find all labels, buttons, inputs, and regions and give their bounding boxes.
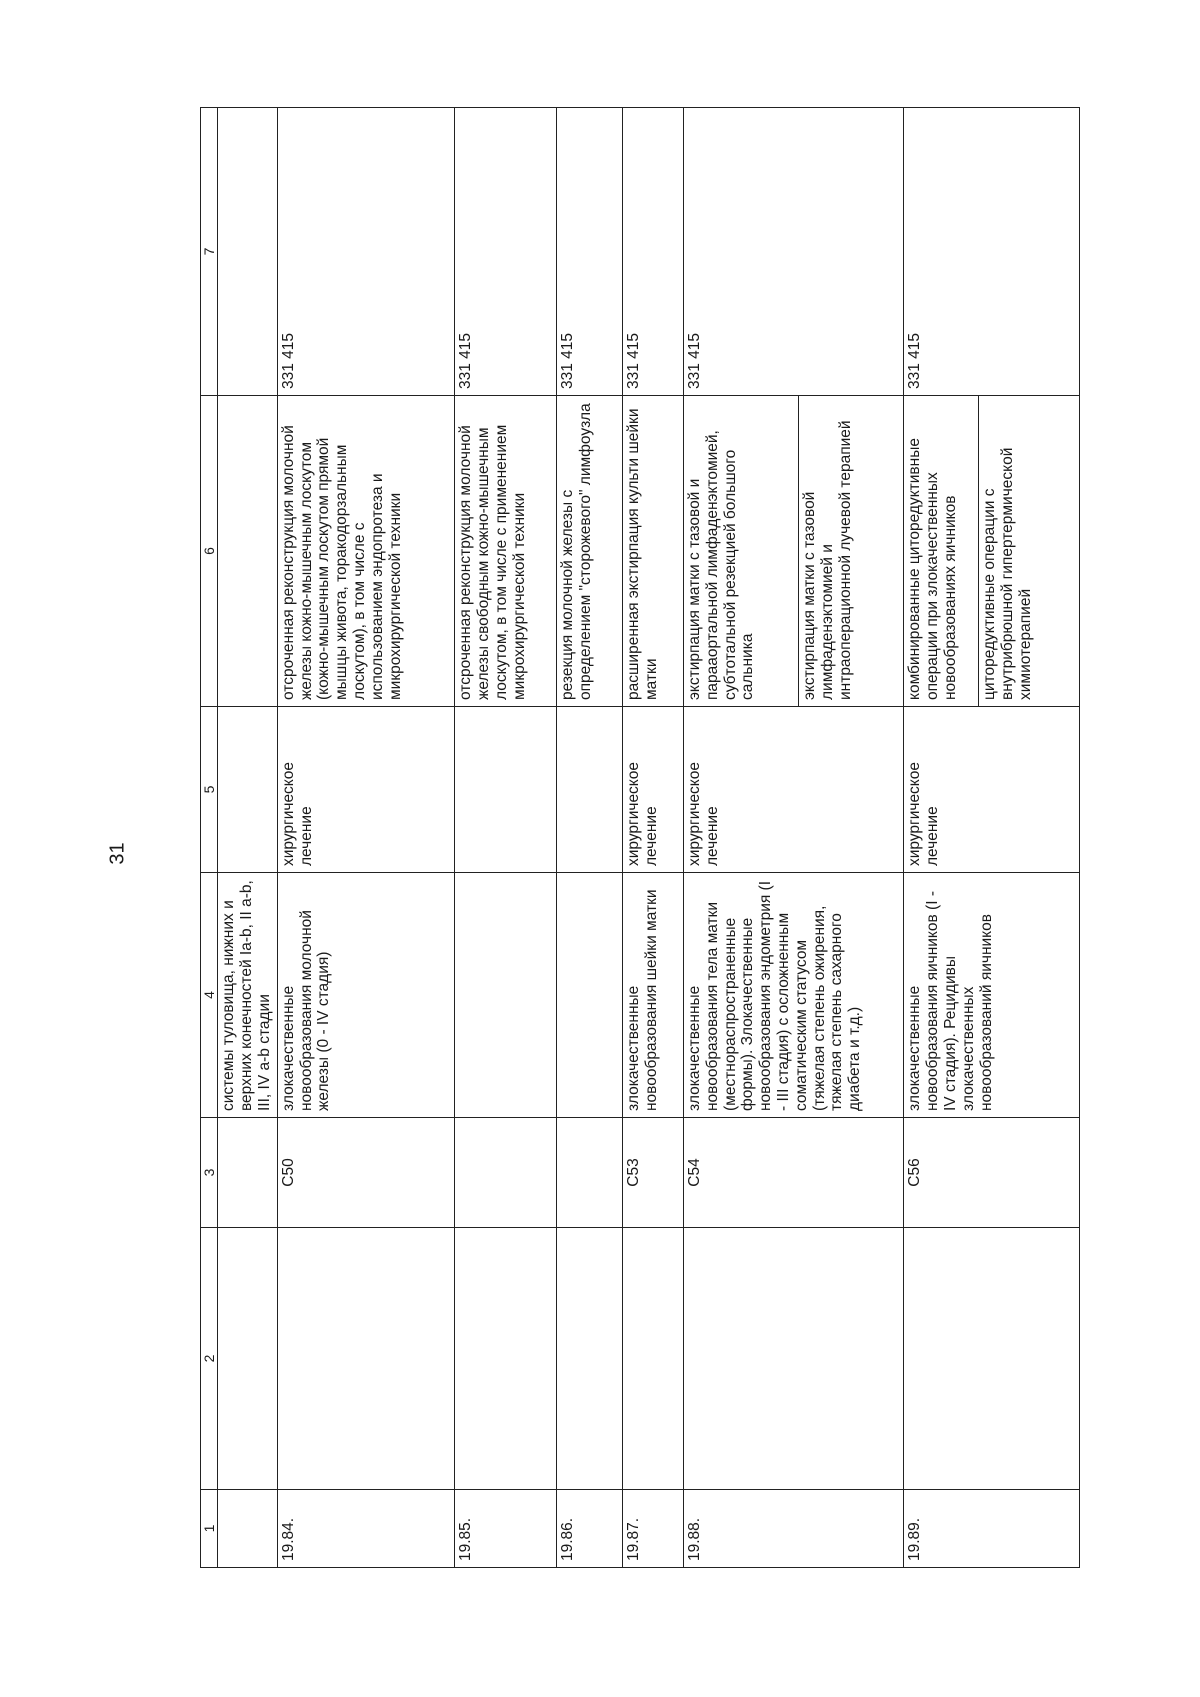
treatment-type: хирургическое лечение bbox=[277, 707, 455, 873]
diagnosis-cell: злокачественные новообразования молочной железы (0 - IV стадия) bbox=[277, 873, 455, 1118]
row-number: 19.89. bbox=[904, 1490, 1080, 1568]
diagnosis-cell: злокачественные новообразования яичников (I - IV стадия). Рецидивы злокачественных новообразований яичников bbox=[904, 873, 1080, 1118]
treatment-method: отсроченная реконструкция молочной железы свободным кожно-мышечным лоскутом, в том числе с применением микрохирургической техники bbox=[455, 396, 557, 707]
treatment-method: расширенная экстирпация культи шейки матки bbox=[622, 396, 683, 707]
icd-code bbox=[557, 1118, 622, 1228]
row-number: 19.86. bbox=[557, 1490, 622, 1568]
diagnosis-cell bbox=[455, 873, 557, 1118]
icd-code: C50 bbox=[277, 1118, 455, 1228]
price-cell: 331 415 bbox=[455, 108, 557, 396]
icd-code: C53 bbox=[622, 1118, 683, 1228]
header-col-4: 4 bbox=[201, 873, 218, 1118]
diagnosis-cell: злокачественные новообразования тела матки (местнораспространенные формы). Злокачественные новообразования эндометрия (I - III стадия) с осложненным соматическим статусом (тяжелая степень ожирения, тяжелая степень сахарного диабета и т.д.) bbox=[683, 873, 903, 1118]
header-col-5: 5 bbox=[201, 707, 218, 873]
header-col-1: 1 bbox=[201, 1490, 218, 1568]
row-number: 19.84. bbox=[277, 1490, 455, 1568]
table-row bbox=[622, 108, 683, 1568]
medical-care-table bbox=[200, 107, 1080, 1568]
diagnosis-cell bbox=[557, 873, 622, 1118]
table-wrapper bbox=[200, 108, 1080, 1568]
icd-code: C56 bbox=[904, 1118, 1080, 1228]
diagnosis-cell: злокачественные новообразования шейки матки bbox=[622, 873, 683, 1118]
treatment-method: комбинированные циторедуктивные операции при злокачественных новообразованиях яичников bbox=[904, 396, 979, 706]
treatment-type bbox=[455, 707, 557, 873]
treatment-type: хирургическое лечение bbox=[904, 707, 1080, 873]
table-row-continuation bbox=[218, 108, 278, 1568]
table-row bbox=[904, 108, 1080, 1568]
treatment-methods bbox=[683, 396, 903, 707]
price-cell: 331 415 bbox=[622, 108, 683, 396]
price-cell: 331 415 bbox=[557, 108, 622, 396]
table-row bbox=[455, 108, 557, 1568]
icd-code: C54 bbox=[683, 1118, 903, 1228]
row-number: 19.88. bbox=[683, 1490, 903, 1568]
table-row bbox=[683, 108, 903, 1568]
row-number: 19.85. bbox=[455, 1490, 557, 1568]
treatment-type bbox=[557, 707, 622, 873]
row-number: 19.87. bbox=[622, 1490, 683, 1568]
treatment-type: хирургическое лечение bbox=[683, 707, 903, 873]
price-cell: 331 415 bbox=[683, 108, 903, 396]
table-row bbox=[557, 108, 622, 1568]
header-col-7: 7 bbox=[201, 108, 218, 396]
price-cell: 331 415 bbox=[277, 108, 455, 396]
treatment-method: экстирпация матки с тазовой и парааортальной лимфаденэктомией, субтотальной резекцией большого сальника bbox=[684, 396, 799, 706]
treatment-method: резекция молочной железы с определением "сторожевого" лимфоузла bbox=[557, 396, 622, 707]
continuation-diagnosis: системы туловища, нижних и верхних конечностей Ia-b, II a-b, III, IV a-b стадии bbox=[218, 873, 278, 1118]
table-row bbox=[277, 108, 455, 1568]
icd-code bbox=[455, 1118, 557, 1228]
header-row bbox=[201, 108, 218, 1568]
header-col-2: 2 bbox=[201, 1228, 218, 1490]
header-col-3: 3 bbox=[201, 1118, 218, 1228]
treatment-method: циторедуктивные операции с внутрибрюшной гипертермической химиотерапией bbox=[981, 447, 1035, 700]
page-number: 31 bbox=[106, 842, 129, 865]
price-cell: 331 415 bbox=[904, 108, 1080, 396]
treatment-type: хирургическое лечение bbox=[622, 707, 683, 873]
treatment-methods bbox=[904, 396, 1080, 707]
treatment-method: отсроченная реконструкция молочной железы кожно-мышечным лоскутом (кожно-мышечным лоскутом прямой мышцы живота, торакодорзальным лоскутом), в том числе с использованием эндопротеза и микрохирургической техники bbox=[277, 396, 455, 707]
header-col-6: 6 bbox=[201, 396, 218, 707]
treatment-method: экстирпация матки с тазовой лимфаденэктомией и интраоперационной лучевой терапией bbox=[800, 420, 854, 700]
